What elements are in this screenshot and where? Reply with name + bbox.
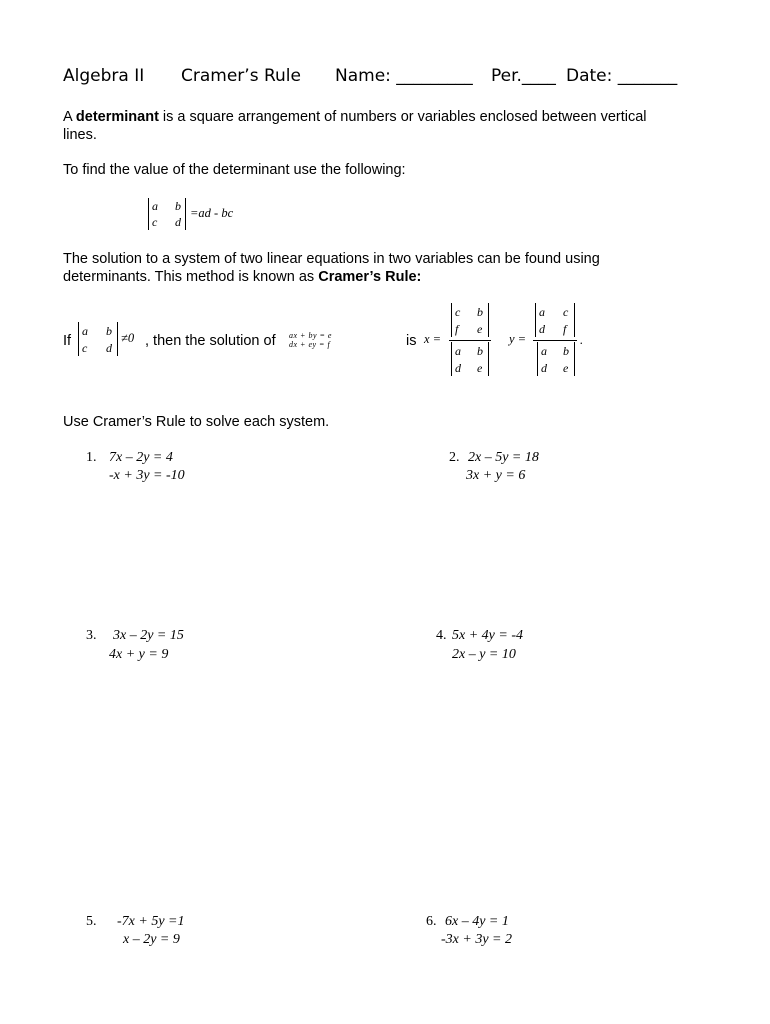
problem-2-equation-2: 3x + y = 6 bbox=[466, 468, 526, 483]
problem-6-equation-1: 6x – 4y = 1 bbox=[445, 914, 509, 929]
rule-not-equal-zero: ≠0 bbox=[121, 331, 135, 345]
instructions: Use Cramer’s Rule to solve each system. bbox=[63, 414, 330, 430]
determinant-formula-rhs: =ad - bc bbox=[190, 206, 234, 220]
problem-5-number: 5. bbox=[86, 914, 97, 929]
problem-5-equation-2: x – 2y = 9 bbox=[123, 932, 180, 947]
problem-3-equation-2: 4x + y = 9 bbox=[109, 647, 169, 662]
solution-paragraph-line-1: The solution to a system of two linear equations in two variables can be found using bbox=[63, 251, 600, 267]
rule-is-text: is bbox=[406, 333, 417, 349]
problem-3-equation-1: 3x – 2y = 15 bbox=[113, 628, 184, 643]
problem-2-equation-1: 2x – 5y = 18 bbox=[468, 450, 539, 465]
solution-paragraph-line-2: determinants. This method is known as Cramer’s Rule: bbox=[63, 269, 422, 285]
rule-determinant: a b c d bbox=[78, 322, 118, 356]
date-field: Date: _______ bbox=[566, 66, 678, 86]
y-fraction-bar bbox=[533, 340, 577, 341]
determinant-term: determinant bbox=[75, 109, 159, 125]
problem-1-equation-1: 7x – 2y = 4 bbox=[109, 450, 173, 465]
rule-period: . bbox=[580, 333, 584, 347]
determinant-formula: a b c d bbox=[148, 198, 186, 230]
intro-line-2: lines. bbox=[63, 127, 97, 143]
rule-system: ax + by = e dx + ey = f bbox=[289, 331, 332, 349]
x-denominator-determinant: a b d e bbox=[451, 342, 489, 376]
period-field: Per.____ bbox=[491, 66, 556, 86]
rule-then-text: , then the solution of bbox=[145, 333, 276, 349]
intro-paragraph-2: To find the value of the determinant use the following: bbox=[63, 162, 406, 178]
rule-if: If bbox=[63, 333, 72, 349]
intro-line-1: A determinant is a square arrangement of numbers or variables enclosed between vertical bbox=[63, 109, 647, 125]
name-field: Name: _________ bbox=[335, 66, 473, 86]
problem-6-number: 6. bbox=[426, 914, 437, 929]
y-numerator-determinant: a c d f bbox=[535, 303, 575, 337]
problem-1-equation-2: -x + 3y = -10 bbox=[109, 468, 185, 483]
problem-6-equation-2: -3x + 3y = 2 bbox=[441, 932, 512, 947]
topic-title: Cramer’s Rule bbox=[181, 66, 301, 86]
x-label: x = bbox=[424, 332, 442, 346]
problem-2-number: 2. bbox=[449, 450, 460, 465]
x-numerator-determinant: c b f e bbox=[451, 303, 489, 337]
problem-4-number: 4. bbox=[436, 628, 447, 643]
problem-4-equation-1: 5x + 4y = -4 bbox=[452, 628, 523, 643]
course-title: Algebra II bbox=[63, 66, 145, 86]
problem-3-number: 3. bbox=[86, 628, 97, 643]
y-denominator-determinant: a b d e bbox=[537, 342, 575, 376]
cramers-rule-term: Cramer’s Rule: bbox=[318, 269, 422, 285]
x-fraction-bar bbox=[449, 340, 491, 341]
problem-1-number: 1. bbox=[86, 450, 97, 465]
y-label: y = bbox=[509, 332, 527, 346]
problem-4-equation-2: 2x – y = 10 bbox=[452, 647, 516, 662]
problem-5-equation-1: -7x + 5y =1 bbox=[117, 914, 185, 929]
